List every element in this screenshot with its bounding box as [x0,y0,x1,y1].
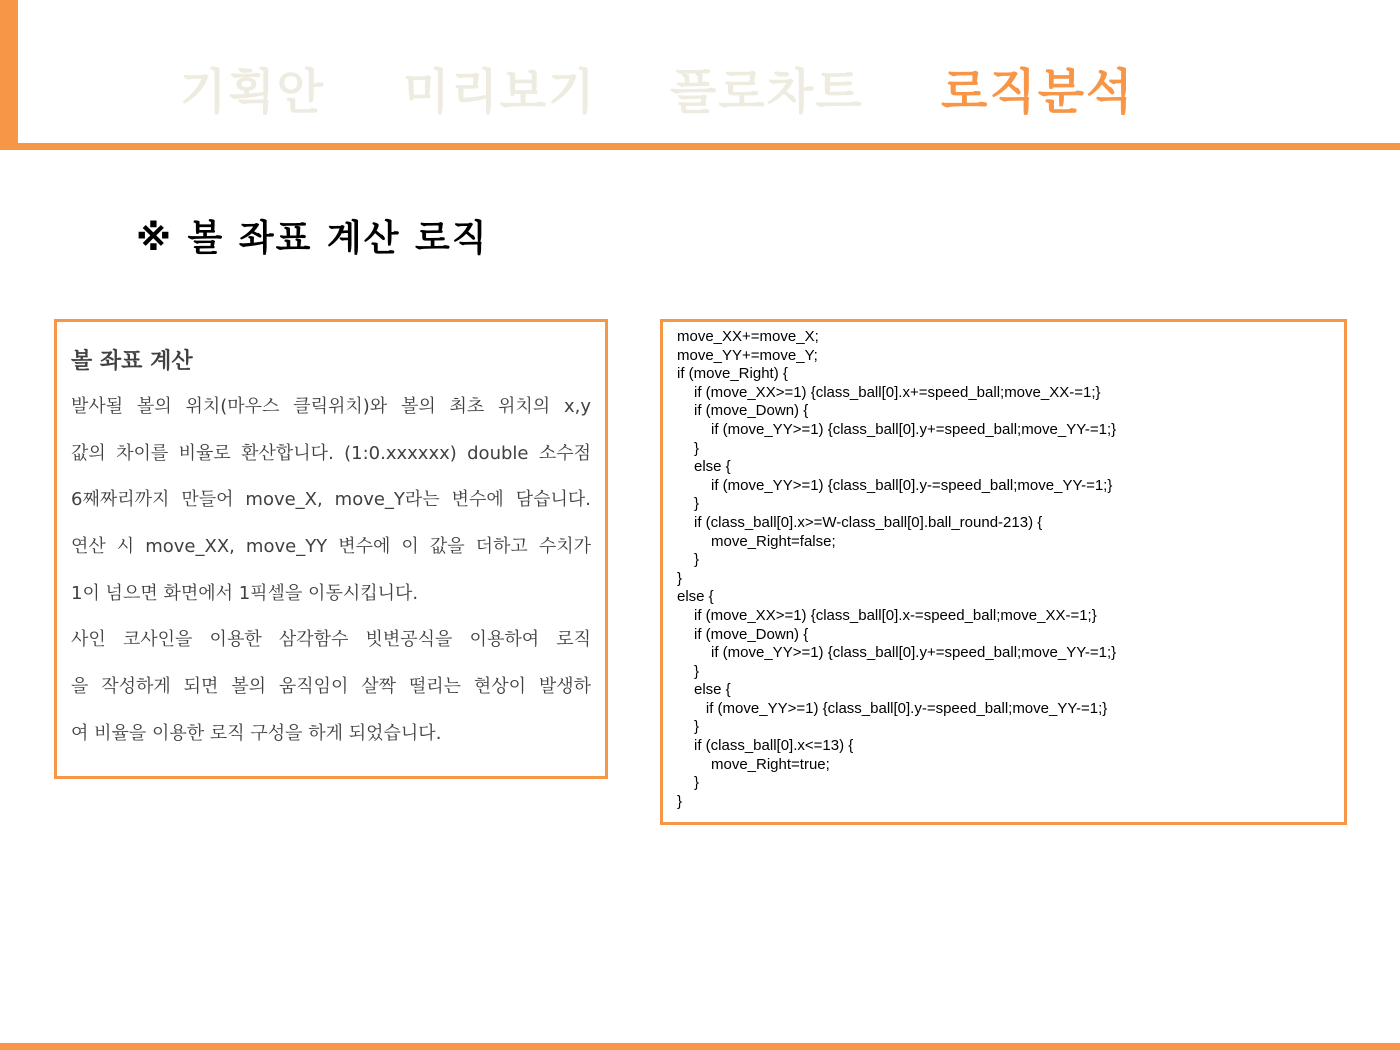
code-line: } [694,774,700,792]
code-line: else { [677,588,714,606]
code-line: if (class_ball[0].x<=13) { [694,737,854,755]
description-line: 1이 넘으면 화면에서 1픽셀을 이동시킵니다. [71,582,419,604]
slide-title: ※ 볼 좌표 계산 로직 [136,218,489,259]
code-line: if (move_Down) { [694,625,809,643]
code-line: move_Right=false; [711,532,836,550]
code-line: if (move_YY>=1) {class_ball[0].y+=speed_ball;move_YY-=1;} [711,420,1117,438]
code-line: } [694,439,700,457]
description-line: 6째짜리까지 만들어 move_X, move_Y라는 변수에 담습니다. [71,489,591,511]
footer-divider [0,1043,1400,1050]
description-line: 연산 시 move_XX, move_YY 변수에 이 값을 더하고 수치가 [71,536,591,558]
description-line: 여 비율을 이용한 로직 구성을 하게 되었습니다. [71,722,442,744]
tab-plan[interactable]: 기획안 [180,64,326,120]
tab-preview[interactable]: 미리보기 [403,64,597,120]
code-line: if (move_Down) { [694,402,809,420]
code-line: else { [694,681,731,699]
description-line: 사인 코사인을 이용한 삼각함수 빗변공식을 이용하여 로직 [71,629,591,651]
code-line: } [694,718,700,736]
description-heading: 볼 좌표 계산 [71,349,193,374]
description-line: 발사될 볼의 위치(마우스 클릭위치)와 볼의 최초 위치의 x,y [71,396,591,417]
code-line: } [677,792,683,810]
code-line: } [694,551,700,569]
code-line: move_XX+=move_X; [677,328,819,345]
description-line: 값의 차이를 비율로 환산합니다. (1:0.xxxxxx) double 소수점 [71,442,591,464]
description-panel [54,319,608,779]
description-line: 을 작성하게 되면 볼의 움직임이 살짝 떨리는 현상이 발생하 [71,676,591,698]
code-line: } [694,662,700,680]
code-panel [660,319,1347,825]
code-line: if (move_XX>=1) {class_ball[0].x+=speed_ball;move_XX-=1;} [694,383,1101,401]
code-line: move_YY+=move_Y; [677,346,818,364]
code-line: move_Right=true; [711,755,830,773]
code-line: } [677,569,683,587]
code-line: if (move_Right) { [677,365,788,383]
code-line: if (move_YY>=1) {class_ball[0].y-=speed_ball;move_YY-=1;} [711,476,1113,494]
code-line: if (move_XX>=1) {class_ball[0].x-=speed_ball;move_XX-=1;} [694,606,1097,624]
header-divider [0,143,1400,150]
tab-logic-analysis[interactable]: 로직분석 [941,64,1135,120]
code-line: if (move_YY>=1) {class_ball[0].y+=speed_ball;move_YY-=1;} [711,644,1117,662]
code-line: if (move_YY>=1) {class_ball[0].y-=speed_ball;move_YY-=1;} [705,699,1108,717]
code-line: if (class_ball[0].x>=W-class_ball[0].ball_round-213) { [694,513,1043,531]
code-line: else { [694,458,731,476]
left-accent-bar [0,0,18,150]
code-line: } [694,495,700,513]
tab-flowchart[interactable]: 플로차트 [670,64,864,120]
